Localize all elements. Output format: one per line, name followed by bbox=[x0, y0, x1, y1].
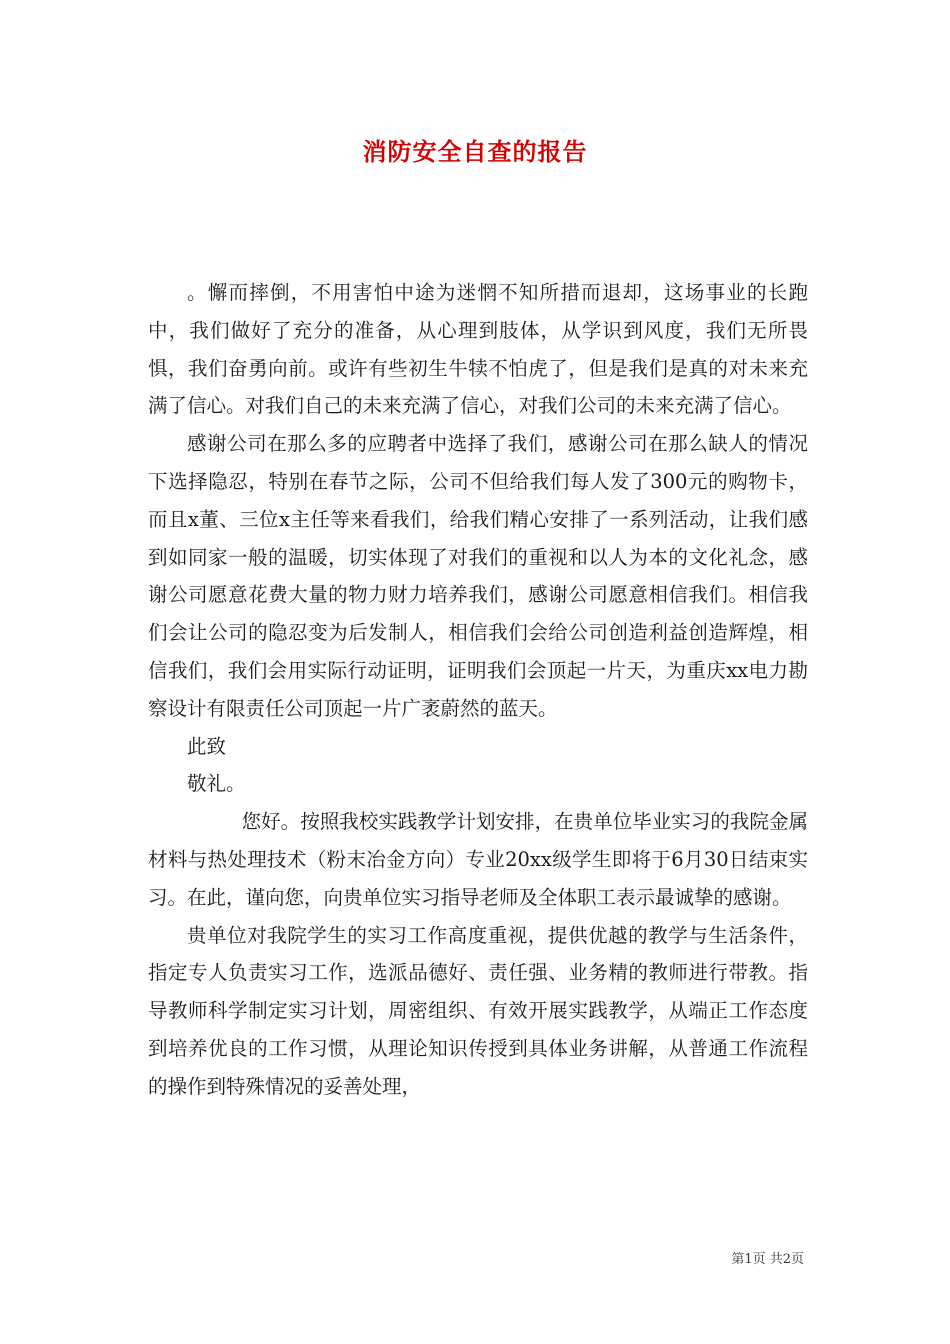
closing-jingli: 敬礼。 bbox=[187, 772, 246, 796]
document-body bbox=[148, 274, 808, 1106]
document-title: 消防安全自查的报告 bbox=[362, 137, 588, 166]
paragraph-3: 您好。按照我校实践教学计划安排，在贵单位毕业实习的我院金属材料与热处理技术（粉末冶金方向）专业20xx级学生即将于6月30日结束实习。在此，谨向您，向贵单位实习指导老师及全体职工表示最诚挚的感谢。 bbox=[148, 810, 808, 909]
page-number-footer: 第1页 共2页 bbox=[731, 1252, 804, 1267]
paragraph-1: 。懈而摔倒，不用害怕中途为迷惘不知所措而退却，这场事业的长跑中，我们做好了充分的准备，从心理到肢体，从学识到风度，我们无所畏惧，我们奋勇向前。或许有些初生牛犊不怕虎了，但是我们是真的对未来充满了信心。对我们自己的未来充满了信心，对我们公司的未来充满了信心。 bbox=[148, 281, 808, 418]
closing-cizhi: 此致 bbox=[187, 734, 227, 758]
paragraph-2: 感谢公司在那么多的应聘者中选择了我们，感谢公司在那么缺人的情况下选择隐忍，特别在春节之际，公司不但给我们每人发了300元的购物卡，而且x董、三位x主任等来看我们，给我们精心安排了一系列活动，让我们感到如同家一般的温暖，切实体现了对我们的重视和以人为本的文化礼念，感谢公司愿意花费大量的物力财力培养我们，感谢公司愿意相信我们。相信我们会让公司的隐忍变为后发制人，相信我们会给公司创造利益创造辉煌，相信我们，我们会用实际行动证明，证明我们会顶起一片天，为重庆xx电力勘察设计有限责任公司顶起一片广袤蔚然的蓝天。 bbox=[148, 432, 808, 720]
paragraph-4: 贵单位对我院学生的实习工作高度重视，提供优越的教学与生活条件，指定专人负责实习工作，选派品德好、责任强、业务精的教师进行带教。指导教师科学制定实习计划，周密组织、有效开展实践教学，从端正工作态度到培养优良的工作习惯，从理论知识传授到具体业务讲解，从普通工作流程的操作到特殊情况的妥善处理， bbox=[148, 923, 808, 1098]
